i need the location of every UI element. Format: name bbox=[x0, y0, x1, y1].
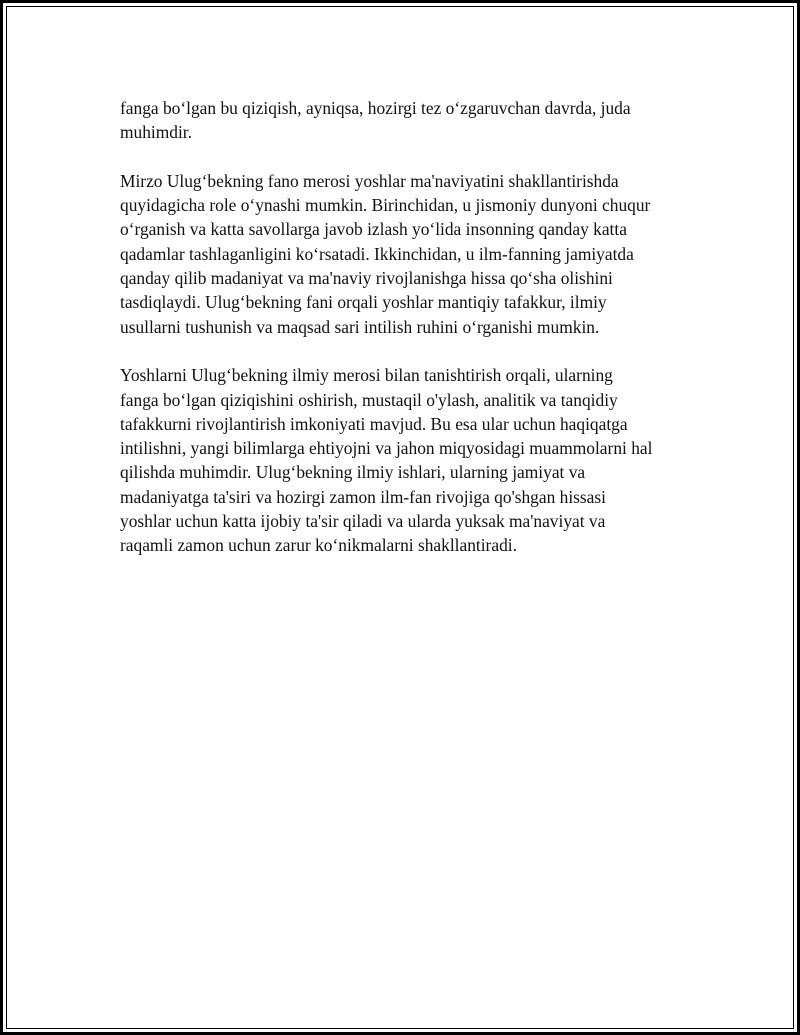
text-line: qanday qilib madaniyat va ma'naviy rivojlanishga hissa qo‘sha olishini bbox=[120, 268, 613, 289]
text-line: Yoshlarni Ulug‘bekning ilmiy merosi bilan tanishtirish orqali, ularning bbox=[120, 365, 613, 386]
text-line: usullarni tushunish va maqsad sari intilish ruhini o‘rganishi mumkin. bbox=[120, 316, 600, 337]
text-line: tafakkurni rivojlantirish imkoniyati mavjud. Bu esa ular uchun haqiqatga bbox=[120, 413, 628, 434]
text-line: raqamli zamon uchun zarur ko‘nikmalarni shakllantiradi. bbox=[120, 535, 517, 556]
text-line: fanga bo‘lgan bu qiziqish, ayniqsa, hozirgi tez o‘zgaruvchan davrda, juda bbox=[120, 98, 631, 118]
document-body bbox=[120, 96, 700, 582]
text-line: qilishda muhimdir. Ulug‘bekning ilmiy ishlari, ularning jamiyat va bbox=[120, 462, 586, 483]
text-line: muhimdir. bbox=[120, 122, 192, 143]
paragraph bbox=[120, 96, 700, 145]
text-line: fanga bo‘lgan qiziqishini oshirish, mustaqil o'ylash, analitik va tanqidiy bbox=[120, 389, 618, 410]
text-line: Mirzo Ulug‘bekning fano merosi yoshlar ma'naviyatini shakllantirishda bbox=[120, 170, 619, 191]
text-line: madaniyatga ta'siri va hozirgi zamon ilm-fan rivojiga qo'shgan hissasi bbox=[120, 486, 607, 507]
text-line: qadamlar tashlaganligini ko‘rsatadi. Ikkinchidan, u ilm-fanning jamiyatda bbox=[120, 243, 634, 264]
paragraph bbox=[120, 363, 700, 557]
paragraph bbox=[120, 169, 700, 339]
text-line: o‘rganish va katta savollarga javob izlash yo‘lida insonning qanday katta bbox=[120, 219, 627, 240]
text-line: quyidagicha role o‘ynashi mumkin. Birinchidan, u jismoniy dunyoni chuqur bbox=[120, 195, 651, 216]
text-line: tasdiqlaydi. Ulug‘bekning fani orqali yoshlar mantiqiy tafakkur, ilmiy bbox=[120, 292, 607, 313]
text-line: yoshlar uchun katta ijobiy ta'sir qiladi va ularda yuksak ma'naviyat va bbox=[120, 511, 606, 532]
text-line: intilishni, yangi bilimlarga ehtiyojni va jahon miqyosidagi muammolarni hal bbox=[120, 438, 653, 459]
